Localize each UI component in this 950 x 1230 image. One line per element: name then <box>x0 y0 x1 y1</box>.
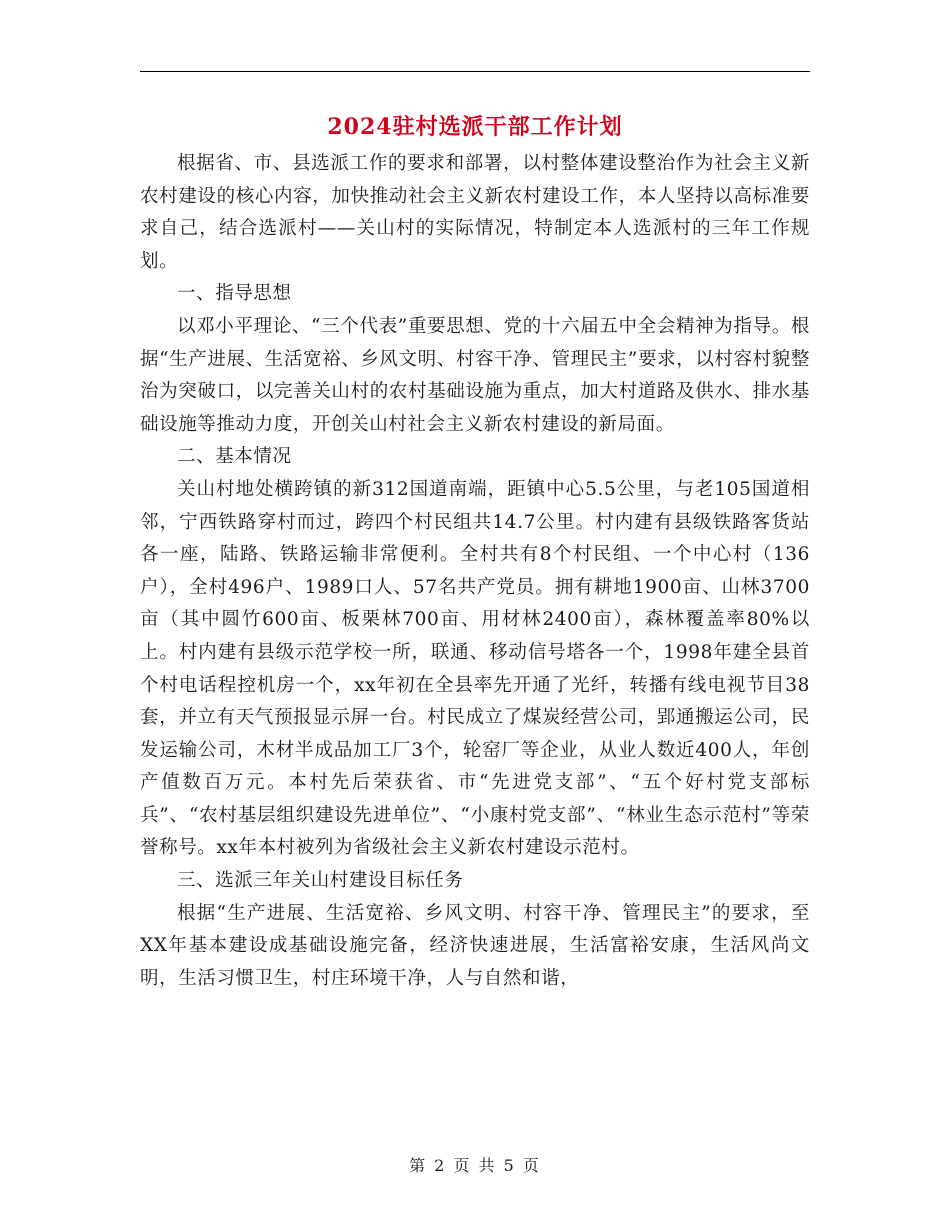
section-heading-basic-situation: 二、基本情况 <box>177 446 292 468</box>
document-body <box>140 148 810 995</box>
paragraph-intro: 根据省、市、县选派工作的要求和部署，以村整体建设整治作为社会主义新农村建设的核心内容，加快推动社会主义新农村建设工作，本人坚持以高标准要求自己，结合选派村——关山村的实际情况，特制定本人选派村的三年工作规划。 <box>140 153 810 272</box>
section-heading-goals: 三、选派三年关山村建设目标任务 <box>177 870 464 892</box>
paragraph-basic-situation: 关山村地处横跨镇的新312国道南端，距镇中心5.5公里，与老105国道相邻，宁西铁路穿村而过，跨四个村民组共14.7公里。村内建有县级铁路客货站各一座，陆路、铁路运输非常便利。全村共有8个村民组、一个中心村（136户），全村496户、1989口人、57名共产党员。拥有耕地1900亩、山林3700亩（其中圆竹600亩、板栗林700亩、用材林2400亩），森林覆盖率80%以上。村内建有县级示范学校一所，联通、移动信号塔各一个，1998年建全县首个村电话程控机房一个，xx年初在全县率先开通了光纤，转播有线电视节目38套，并立有天气预报显示屏一台。村民成立了煤炭经营公司，郢通搬运公司，民发运输公司，木材半成品加工厂3个，轮窑厂等企业，从业人数近400人，年创产值数百万元。本村先后荣获省、市“先进党支部”、“五个好村党支部标兵”、“农村基层组织建设先进单位”、“小康村党支部”、“林业生态示范村”等荣誉称号。xx年本村被列为省级社会主义新农村建设示范村。 <box>140 478 810 859</box>
paragraph-guiding-thought: 以邓小平理论、“三个代表”重要思想、党的十六届五中全会精神为指导。根据“生产进展、生活宽裕、乡风文明、村容干净、管理民主”要求，以村容村貌整治为突破口，以完善关山村的农村基础设施为重点，加大村道路及供水、排水基础设施等推动力度，开创关山村社会主义新农村建设的新局面。 <box>140 315 810 435</box>
paragraph-goals: 根据“生产进展、生活宽裕、乡风文明、村容干净、管理民主”的要求，至XX年基本建设成基础设施完备，经济快速进展，生活富裕安康，生活风尚文明，生活习惯卫生，村庄环境干净，人与自然和谐， <box>140 902 810 989</box>
document-title: 2024驻村选派干部工作计划 <box>327 114 623 140</box>
header-rule <box>140 71 810 72</box>
page-number-footer: 第 2 页 共 5 页 <box>409 1156 541 1175</box>
section-heading-guiding-thought: 一、指导思想 <box>177 283 292 305</box>
